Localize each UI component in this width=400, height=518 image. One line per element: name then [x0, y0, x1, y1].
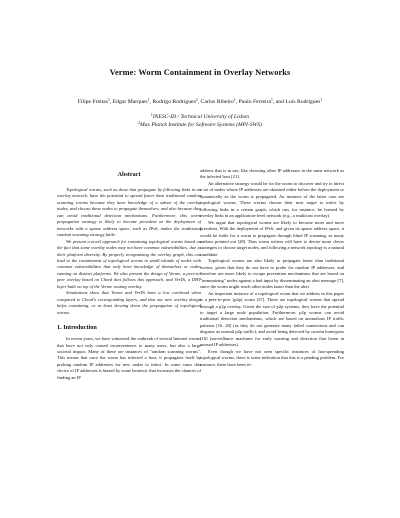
- affiliation-1: [0, 113, 400, 120]
- author-affiliation-mark: 1: [107, 98, 110, 102]
- affiliation-1-text: INESC-ID / Technical University of Lisbon: [152, 114, 250, 120]
- intro-heading: 1. Introduction: [57, 324, 97, 332]
- affiliation-2: [0, 121, 400, 128]
- author-separator: ,: [149, 99, 153, 106]
- intro-paragraph: We argue that topological worms are likely to become more and more prevalent. With the deployment of IPv6, and given its sparse address space, it would be futile for a worm to propagate through blind IP scanning, as many authors pointed out [28]. Thus worm writers will have to devise more clever strategies to choose target nodes, and following a network topology is a natural candidate.: [200, 219, 344, 257]
- abstract-paragraph-1: Topological worms, such as those that propagate by following links in an overlay network, have the potential to spread faster than traditional random scanning worms because they have knowledge of a subset of the overlay nodes, and choose these nodes to propagate themselves; and also because they can avoid traditional detection mechanisms. Furthermore, this worm propagation strategy is likely to become prevalent as the deployment of networks with a sparse address space, such as IPv6, makes the traditional random scanning strategy futile.: [57, 187, 201, 238]
- author-affiliation-mark: 1: [147, 98, 150, 102]
- intro-paragraph: Even though we have not seen specific instances of fast-spreading topological worms, there is some indication that this is a pending problem. For instance, there have been re-: [200, 348, 344, 367]
- author-name: Carlos Ribeiro: [200, 99, 234, 106]
- intro-paragraph: address that is in use, like choosing other IP addresses in the same network as the infected host [21].: [200, 168, 344, 180]
- intro-paragraph: Topological worms are also likely to propagate faster than traditional worms, given that they do not have to probe for random IP addresses, and therefore are more likely to escape prevention mechanisms that are based on "immunizing" nodes against a bad input by disseminating an alert message [7], since the worm might reach other nodes faster than the alert.: [200, 258, 344, 290]
- abstract-paragraph-2: We present a novel approach for containing topological worms based on the fact that some overlay nodes may not have common vulnerabilities, due to their platform diversity. By properly reorganizing the overlay graph, this can lead to the containment of topological worms in small islands of nodes with common vulnerabilities that only have knowledge of themselves or nodes running on distinct platforms. We also present the design of Verme, a peer-to-peer overlay based on Chord that follows this approach, and VerDi, a DHT layer built on top of the Verme routing overlay.: [57, 238, 201, 289]
- author-separator: ,: [197, 99, 201, 106]
- author-affiliation-mark: 1: [320, 98, 323, 102]
- author-name: Paulo Ferreira: [238, 99, 272, 106]
- abstract-section: [57, 171, 201, 316]
- author-name: Rodrigo Rodrigues: [152, 99, 196, 106]
- intro-paragraph-1: In recent years, we have witnessed the outbreak of several Internet worms that have not only caused inconvenience to many users, but also a large societal impact. Many of these are instances of "random scanning worms". This means that once the worm has infected a host, it propagates itself by probing random IP addresses for new nodes to infect. In some cases this choice of IP addresses is biased by some heuristic that increases the chances of finding an IP: [57, 336, 201, 380]
- author-separator: ,: [109, 99, 113, 106]
- author-affiliation-mark: 2: [195, 98, 198, 102]
- author-list: [0, 98, 400, 105]
- affiliation-1-mark: 1: [150, 113, 153, 117]
- abstract-heading: Abstract: [117, 171, 141, 178]
- abstract-paragraph-3: Simulations show that Verme and VerDi have a low overhead when compared to Chord's corresponding layers, and that our new overlay design helps containing, or at least slowing down the propagation of topological worms.: [57, 290, 201, 315]
- affiliation-2-text: Max Planck Institute for Software Systems (MPI-SWS): [140, 122, 262, 128]
- author-affiliation-mark: 1: [271, 98, 273, 102]
- affiliation-2-mark: 2: [138, 121, 140, 125]
- author-affiliation-mark: 1: [233, 98, 236, 102]
- author-name: Luís Rodrigues: [285, 99, 321, 106]
- author-name: Edgar Marques: [112, 99, 148, 106]
- author-name: Filipe Freitas: [77, 99, 108, 106]
- paper-title: Verme: Worm Containment in Overlay Networks: [109, 68, 291, 77]
- intro-paragraph: An alternative strategy would be for the worm to discover and try to infect a set of nodes whose IP addresses are obtained either before the deployment or dynamically as the worm is propagated. An instance of the latter case are topological worms. These worms choose their next target to infect by following links in a certain graph, which can, for instance, be formed by overlay links in an application-level network (e.g., a multicast overlay).: [200, 180, 344, 219]
- left-column: [57, 168, 201, 381]
- intro-paragraph: An important instance of a topological worm that we address in this paper is a peer-to-peer (p2p) worm [27]. These are topological worms that spread through a p2p overlay. Given the size of p2p systems, they have the potential to target a large node population. Furthermore, p2p worms can avoid traditional detection mechanisms, which are based on anomalous IP traffic patterns [16, 20] (as they do not generate many failed connections and can disguise as normal p2p traffic), and avoid being detected by current honeypots [16] (surveillance machines for early warning and detection that listen in unused IP addresses).: [200, 290, 344, 348]
- author-separator: ,: [235, 99, 239, 106]
- author-separator: , and: [272, 99, 286, 106]
- right-column: [200, 168, 344, 368]
